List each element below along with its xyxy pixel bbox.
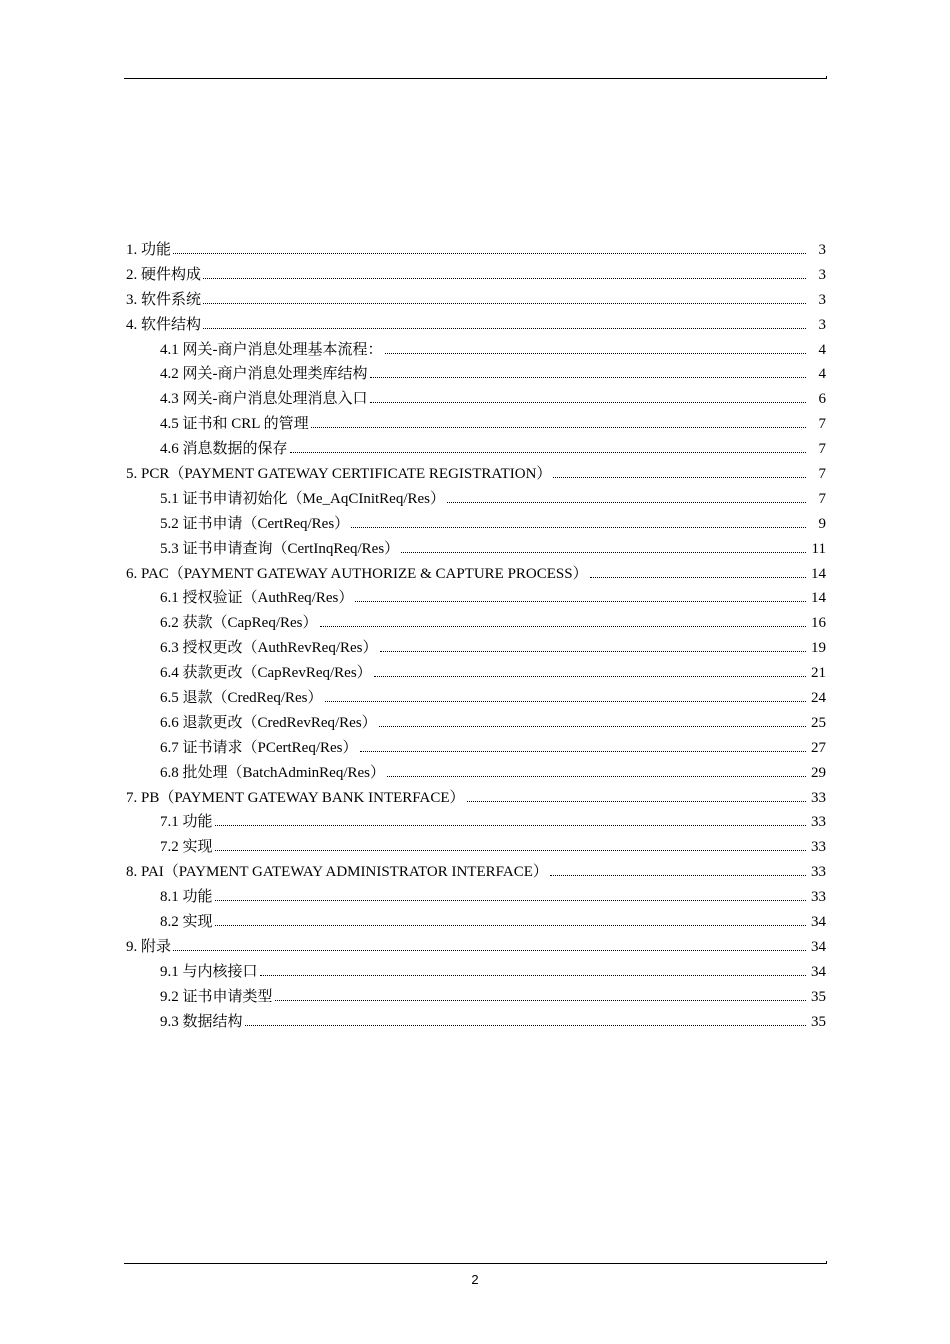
toc-entry-title: 5.2 证书申请（CertReq/Res） [160, 515, 350, 532]
header-rule [124, 78, 826, 79]
toc-entry-title: 6.5 退款（CredReq/Res） [160, 690, 323, 707]
toc-entry-page-number: 25 [811, 714, 826, 731]
toc-entry[interactable] [126, 960, 826, 985]
toc-entry-title: 4.3 网关-商户消息处理消息入口 [160, 391, 368, 408]
toc-entry-page-number: 7 [818, 416, 826, 433]
toc-entry-title: 8. PAI（PAYMENT GATEWAY ADMINISTRATOR INTERFACE） [126, 864, 548, 881]
toc-dot-leader [215, 825, 806, 826]
toc-entry-page-number: 35 [811, 988, 826, 1005]
header-rule-tick [826, 76, 827, 79]
toc-dot-leader [203, 303, 806, 304]
toc-dot-leader [245, 1025, 806, 1026]
toc-entry-page-number: 11 [811, 540, 826, 557]
toc-entry-title: 7.1 功能 [160, 814, 213, 831]
toc-entry[interactable] [126, 263, 826, 288]
toc-entry-title: 5. PCR（PAYMENT GATEWAY CERTIFICATE REGISTRATION） [126, 466, 552, 483]
toc-entry[interactable] [126, 313, 826, 338]
toc-entry-title: 9. 附录 [126, 938, 172, 955]
toc-entry-page-number: 24 [811, 690, 826, 707]
toc-entry-title: 4. 软件结构 [126, 316, 202, 333]
toc-dot-leader [385, 353, 807, 354]
toc-entry-page-number: 33 [811, 814, 826, 831]
toc-entry-page-number: 7 [818, 466, 826, 483]
toc-entry-page-number: 14 [811, 590, 826, 607]
toc-dot-leader [401, 552, 806, 553]
toc-entry[interactable] [126, 611, 826, 636]
toc-entry-page-number: 34 [811, 914, 826, 931]
toc-dot-leader [387, 776, 806, 777]
toc-dot-leader [351, 527, 806, 528]
toc-dot-leader [370, 377, 807, 378]
toc-entry-title: 5.1 证书申请初始化（Me_AqCInitReq/Res） [160, 490, 445, 507]
toc-dot-leader [379, 726, 806, 727]
toc-entry-title: 7. PB（PAYMENT GATEWAY BANK INTERFACE） [126, 789, 465, 806]
toc-entry[interactable] [126, 985, 826, 1010]
toc-entry-page-number: 7 [818, 490, 826, 507]
toc-dot-leader [203, 278, 806, 279]
toc-dot-leader [550, 875, 806, 876]
toc-entry[interactable] [126, 860, 826, 885]
toc-entry-title: 3. 软件系统 [126, 291, 202, 308]
toc-entry-title: 2. 硬件构成 [126, 266, 202, 283]
toc-entry-page-number: 9 [818, 515, 826, 532]
toc-dot-leader [275, 1000, 806, 1001]
toc-entry-title: 4.5 证书和 CRL 的管理 [160, 416, 309, 433]
toc-entry-title: 1. 功能 [126, 242, 172, 258]
toc-entry-title: 6.2 获款（CapReq/Res） [160, 615, 318, 632]
toc-entry[interactable] [126, 562, 826, 587]
toc-entry-page-number: 6 [818, 391, 826, 408]
toc-entry-title: 9.1 与内核接口 [160, 963, 258, 980]
toc-entry[interactable] [126, 835, 826, 860]
toc-entry[interactable] [126, 586, 826, 611]
toc-dot-leader [173, 950, 806, 951]
table-of-contents [126, 238, 826, 1035]
toc-dot-leader [215, 900, 806, 901]
toc-dot-leader [360, 751, 807, 752]
toc-entry-page-number: 3 [818, 291, 826, 308]
toc-dot-leader [215, 925, 806, 926]
toc-entry-page-number: 33 [811, 839, 826, 856]
toc-dot-leader [311, 427, 806, 428]
toc-dot-leader [320, 626, 807, 627]
toc-entry-page-number: 35 [811, 1013, 826, 1030]
toc-entry-page-number: 33 [811, 789, 826, 806]
toc-entry[interactable] [126, 786, 826, 811]
toc-entry-page-number: 4 [818, 366, 826, 383]
toc-entry[interactable] [126, 686, 826, 711]
toc-entry-title: 9.2 证书申请类型 [160, 988, 273, 1005]
toc-entry-page-number: 34 [811, 963, 826, 980]
toc-entry[interactable] [126, 885, 826, 910]
page-number: 2 [471, 1272, 479, 1287]
toc-entry-title: 6.1 授权验证（AuthReq/Res） [160, 590, 354, 607]
toc-entry[interactable] [126, 462, 826, 487]
toc-entry-title: 6.6 退款更改（CredRevReq/Res） [160, 714, 377, 731]
toc-entry[interactable] [126, 512, 826, 537]
toc-dot-leader [374, 676, 806, 677]
toc-entry-page-number: 27 [811, 739, 826, 756]
toc-entry-page-number: 3 [818, 266, 826, 283]
toc-entry[interactable] [126, 761, 826, 786]
toc-entry[interactable] [126, 387, 826, 412]
toc-entry-page-number: 14 [811, 565, 826, 582]
toc-dot-leader [355, 601, 806, 602]
toc-dot-leader [380, 651, 807, 652]
toc-dot-leader [203, 328, 806, 329]
toc-entry-title: 6. PAC（PAYMENT GATEWAY AUTHORIZE & CAPTURE PROCESS） [126, 565, 588, 582]
toc-entry-title: 6.7 证书请求（PCertReq/Res） [160, 739, 358, 756]
toc-dot-leader [590, 577, 806, 578]
toc-entry-page-number: 16 [811, 615, 826, 632]
toc-dot-leader [215, 850, 806, 851]
toc-entry-page-number: 4 [818, 341, 826, 358]
footer-rule [124, 1263, 826, 1264]
toc-entry[interactable] [126, 537, 826, 562]
toc-entry[interactable] [126, 935, 826, 960]
toc-entry-page-number: 7 [818, 441, 826, 458]
toc-entry[interactable] [126, 238, 826, 263]
toc-entry-title: 4.2 网关-商户消息处理类库结构 [160, 366, 368, 383]
toc-dot-leader [370, 402, 807, 403]
toc-dot-leader [260, 975, 806, 976]
footer-rule-tick [826, 1261, 827, 1264]
toc-dot-leader [290, 452, 806, 453]
toc-entry-title: 9.3 数据结构 [160, 1013, 243, 1030]
toc-entry-title: 5.3 证书申请查询（CertInqReq/Res） [160, 540, 400, 557]
toc-entry-title: 6.3 授权更改（AuthRevReq/Res） [160, 640, 378, 657]
toc-dot-leader [553, 477, 806, 478]
toc-entry-title: 4.6 消息数据的保存 [160, 441, 288, 458]
toc-dot-leader [325, 701, 807, 702]
toc-entry[interactable] [126, 810, 826, 835]
toc-entry[interactable] [126, 338, 826, 363]
toc-entry[interactable] [126, 910, 826, 935]
toc-entry-page-number: 21 [811, 665, 826, 682]
toc-entry-page-number: 33 [811, 864, 826, 881]
toc-entry[interactable] [126, 412, 826, 437]
toc-entry-title: 8.2 实现 [160, 914, 213, 931]
toc-entry-title: 6.4 获款更改（CapRevReq/Res） [160, 665, 372, 682]
toc-entry-title: 7.2 实现 [160, 839, 213, 856]
toc-entry-title: 8.1 功能 [160, 889, 213, 906]
toc-entry-page-number: 19 [811, 640, 826, 657]
toc-entry-page-number: 33 [811, 889, 826, 906]
toc-entry[interactable] [126, 736, 826, 761]
toc-entry[interactable] [126, 288, 826, 313]
toc-entry-page-number: 29 [811, 764, 826, 781]
toc-entry-title: 4.1 网关-商户消息处理基本流程： [160, 341, 383, 358]
toc-dot-leader [173, 253, 806, 254]
toc-entry[interactable] [126, 711, 826, 736]
toc-entry-page-number: 3 [818, 316, 826, 333]
toc-dot-leader [447, 502, 806, 503]
toc-entry[interactable] [126, 1010, 826, 1035]
toc-entry-page-number: 34 [811, 938, 826, 955]
toc-entry-title: 6.8 批处理（BatchAdminReq/Res） [160, 764, 385, 781]
toc-dot-leader [467, 801, 806, 802]
toc-entry[interactable] [126, 437, 826, 462]
toc-entry[interactable] [126, 362, 826, 387]
toc-entry[interactable] [126, 487, 826, 512]
toc-entry[interactable] [126, 636, 826, 661]
toc-entry-page-number: 3 [818, 242, 826, 258]
toc-entry[interactable] [126, 661, 826, 686]
